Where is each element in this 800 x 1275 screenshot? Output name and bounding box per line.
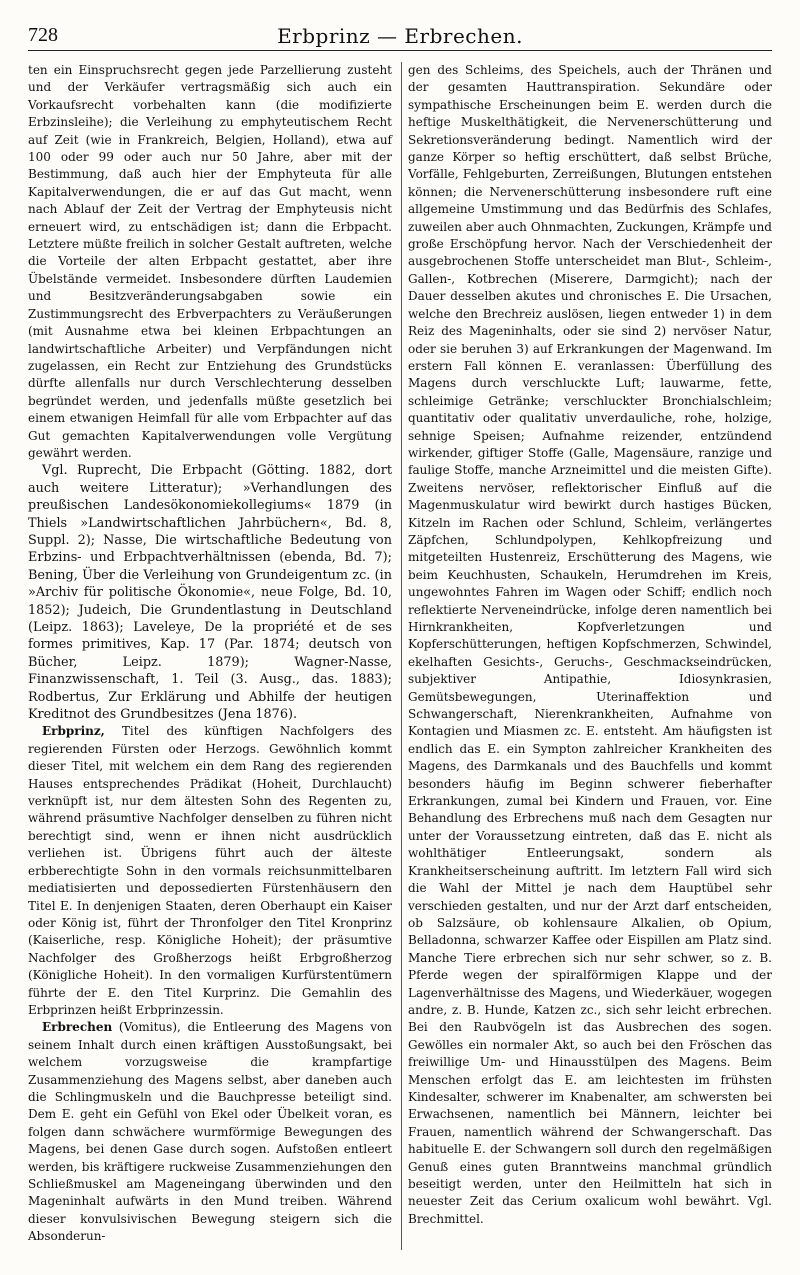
left-column bbox=[28, 62, 392, 1246]
entry-erbrechen-text: (Vomitus), die Entleerung des Magens von seinem Inhalt durch einen kräftigen Ausstoßungsakt, bei welchem vorzugsweise die krampfartige Zusammenziehung des Magens selbst, aber daneben auch die Schlingmuskeln und die Bauchpresse beteiligt sind. Dem E. geht ein Gefühl von Ekel oder Übelkeit voran, es folgen dann schwächere wurmförmige Bewegungen des Magens, bei denen Gase durch sogen. Aufstoßen entleert werden, bis kräftigere ruckweise Zusammenziehungen den Schließmuskel am Mageneingang überwinden und den Mageninhalt aufwärts in den Mund treiben. Während dieser konvulsivischen Bewegung steigern sich die Absonderun- bbox=[28, 1020, 392, 1244]
headword-erbprinz: Erbprinz, bbox=[42, 724, 105, 739]
entry-erbprinz-text: Titel des künftigen Nachfolgers des regierenden Fürsten oder Herzogs. Gewöhnlich kommt dieser Titel, mit welchem ein dem Rang des regierenden Hauses entsprechendes Prädikat (Hoheit, Durchlaucht) verknüpft ist, nur dem ältesten Sohn des Regenten zu, während präsumtive Nachfolger denselben zu führen nicht berechtigt sind, wenn er ihnen nicht ausdrücklich verliehen ist. Übrigens führt auch der älteste erbberechtigte Sohn in den vormals reichsunmittelbaren mediatisierten und depossedierten Fürstenhäusern den Titel E. In denjenigen Staaten, deren Oberhaupt ein Kaiser oder König ist, führt der Thronfolger den Titel Kronprinz (Kaiserliche, resp. Königliche Hoheit); der präsumtive Nachfolger des Großherzogs heißt Erbgroßherzog (Königliche Hoheit). In den vormaligen Kurfürstentümern führte der E. den Titel Kurprinz. Die Gemahlin des Erbprinzen heißt Erbprinzessin. bbox=[28, 724, 392, 1017]
running-head: Erbprinz — Erbrechen. bbox=[277, 24, 523, 48]
entry-erbprinz bbox=[28, 723, 392, 1019]
erbpacht-continuation: ten ein Einspruchsrecht gegen jede Parzellierung zusteht und der Verkäufer vertragsmäßig sich auch ein Vorkaufsrecht vorbehalten kann (die modifizierte Erbzinsleihe); die Verleihung zu emphyteutischem Recht auf Zeit (wie in Frankreich, Belgien, Holland), etwa auf 100 oder 99 oder auch nur 50 Jahre, aber mit der Bestimmung, daß auch hier der Emphyteuta für alle Kapitalverwendungen, die er auf das Gut macht, wenn nach Ablauf der Zeit der Vertrag der Emphyteusis nicht erneuert wird, zu entschädigen ist; dann die Erbpacht. Letztere müßte freilich in solcher Gestalt auftreten, welche die Vorteile der alten Erbpacht gestattet, aber ihre Übelstände vermeidet. Insbesondere dürften Laudemien und Besitzveränderungsabgaben sowie ein Zustimmungsrecht des Erbverpachters zu Veräußerungen (mit Ausnahme etwa bei kleinen Erbpachtungen an landwirtschaftliche Arbeiter) und Verpfändungen nicht zugelassen, ein Recht zur Entziehung des Grundstücks dürfte allenfalls nur durch Verschlechterung desselben begründet werden, und jedenfalls müßte gesetzlich bei einem etwanigen Heimfall für alle vom Erbpachter auf das Gut gemachten Kapitalverwendungen volle Vergütung gewährt werden. bbox=[28, 63, 392, 460]
right-column bbox=[408, 62, 772, 1228]
headword-erbrechen: Erbrechen bbox=[42, 1020, 113, 1035]
column-divider bbox=[401, 62, 402, 1250]
page-number: 728 bbox=[28, 24, 58, 46]
page-header bbox=[28, 22, 772, 51]
erbpacht-references: Vgl. Ruprecht, Die Erbpacht (Götting. 1882, dort auch weitere Litteratur); »Verhandlungen des preußischen Landesökonomiekollegiums« 1879 (in Thiels »Landwirtschaftlichen Jahrbüchern«, Bd. 8, Suppl. 2); Nasse, Die wirtschaftliche Bedeutung von Erbzins- und Erbpachtverhältnissen (ebenda, Bd. 7); Bening, Über die Verleihung von Grundeigentum zc. (in »Archiv für politische Ökonomie«, neue Folge, Bd. 10, 1852); Judeich, Die Grundentlastung in Deutschland (Leipz. 1863); Laveleye, De la propriété et de ses formes primitives, Kap. 17 (Par. 1874; deutsch von Bücher, Leipz. 1879); Wagner-Nasse, Finanzwissenschaft, 1. Teil (3. Ausg., das. 1883); Rodbertus, Zur Erklärung und Abhilfe der heutigen Kreditnot des Grundbesitzes (Jena 1876). bbox=[28, 463, 392, 723]
entry-erbrechen bbox=[28, 1019, 392, 1245]
erbrechen-continuation: gen des Schleims, des Speichels, auch der Thränen und der gesamten Hauttranspiration. Sekundäre oder sympathische Erscheinungen beim E. werden durch die heftige Muskelthätigkeit, die Nervenerschütterung und Sekretionsveränderung bedingt. Namentlich wird der ganze Körper so heftig erschüttert, daß selbst Brüche, Vorfälle, Fehlgeburten, Zerreißungen, Blutungen entstehen können; die Nervenerschütterung insbesondere ruft eine allgemeine Umstimmung und das Bedürfnis des Schlafes, zuweilen aber auch Ohnmachten, Zuckungen, Krämpfe und große Erschöpfung hervor. Nach der Verschiedenheit der ausgebrochenen Stoffe unterscheidet man Blut-, Schleim-, Gallen-, Kotbrechen (Miserere, Darmgicht); nach der Dauer desselben akutes und chronisches E. Die Ursachen, welche den Brechreiz auslösen, liegen entweder 1) in dem Reiz des Mageninhalts, oder sie sind 2) nervöser Natur, oder sie beruhen 3) auf Erkrankungen der Magenwand. Im erstern Fall können E. veranlassen: Überfüllung des Magens durch verschluckte Luft; lauwarme, fette, schleimige Getränke; verschluckter Bronchialschleim; quantitativ oder qualitativ unverdauliche, rohe, holzige, sehnige Speisen; Aufnahme reizender, entzündend wirkender, giftiger Stoffe (Galle, Magensäure, ranzige und faulige Stoffe, manche Arzneimittel und die meisten Gifte). Zweitens nervöser, reflektorischer Einfluß auf die Magenmuskulatur wird bewirkt durch hastiges Bücken, Kitzeln im Rachen oder Schlund, Schleim, verlängertes Zäpfchen, Schlundpolypen, Kehlkopfreizung und mitgeteilten Hustenreiz, Erschütterung des Magens, wie beim Keuchhusten, Schaukeln, Herumdrehen im Kreis, ungewohntes Fahren im Wagen oder Schiff; endlich noch reflektierte Nerveneindrücke, infolge deren namentlich bei Hirnkrankheiten, Kopfverletzungen und Kopferschütterungen, heftigen Kopfschmerzen, Schwindel, ekelhaften Gesichts-, Geruchs-, Geschmackseindrücken, subjektiver Antipathie, Idiosynkrasien, Gemütsbewegungen, Uterinaffektion und Schwangerschaft, Nierenkrankheiten, Aufnahme von Kontagien und Miasmen zc. E. entsteht. Am häufigsten ist endlich das E. ein Sympton zahlreicher Krankheiten des Magens, des Darmkanals und des Bauchfells und kommt besonders häufig im Beginn schwerer fieberhafter Erkrankungen, zumal bei Kindern und Frauen, vor. Eine Behandlung des Erbrechens muß nach dem Gesagten nur unter der Voraussetzung eintreten, daß das E. nicht als wohlthätiger Entleerungsakt, sondern als Krankheitserscheinung auftritt. Im letztern Fall wird sich die Wahl der Mittel je nach dem Hauptübel sehr verschieden gestalten, und nur der Arzt darf entscheiden, ob Salzsäure, ob kohlensaure Alkalien, ob Opium, Belladonna, schwarzer Kaffee oder Eispillen am Platz sind. Manche Tiere erbrechen sich nur sehr schwer, so z. B. Pferde wegen der spiralförmigen Klappe und der Lagenverhältnisse des Magens, und Wiederkäuer, wogegen andre, z. B. Hunde, Katzen zc., sich sehr leicht erbrechen. Bei den Raubvögeln ist das Ausbrechen des sogen. Gewölles ein normaler Akt, so auch bei den Fröschen das freiwillige Um- und Hinausstülpen des Magens. Beim Menschen erfolgt das E. am leichtesten im frühsten Kindesalter, schwerer im Knabenalter, am schwersten bei Erwachsenen, namentlich bei Männern, leichter bei Frauen, namentlich während der Schwangerschaft. Das habituelle E. der Schwangern soll durch den regelmäßigen Genuß eines guten Branntweins manchmal gründlich beseitigt werden, unter den Heilmitteln hat sich in neuester Zeit das Cerium oxalicum wohl bewährt. Vgl. Brechmittel. bbox=[408, 63, 772, 1226]
